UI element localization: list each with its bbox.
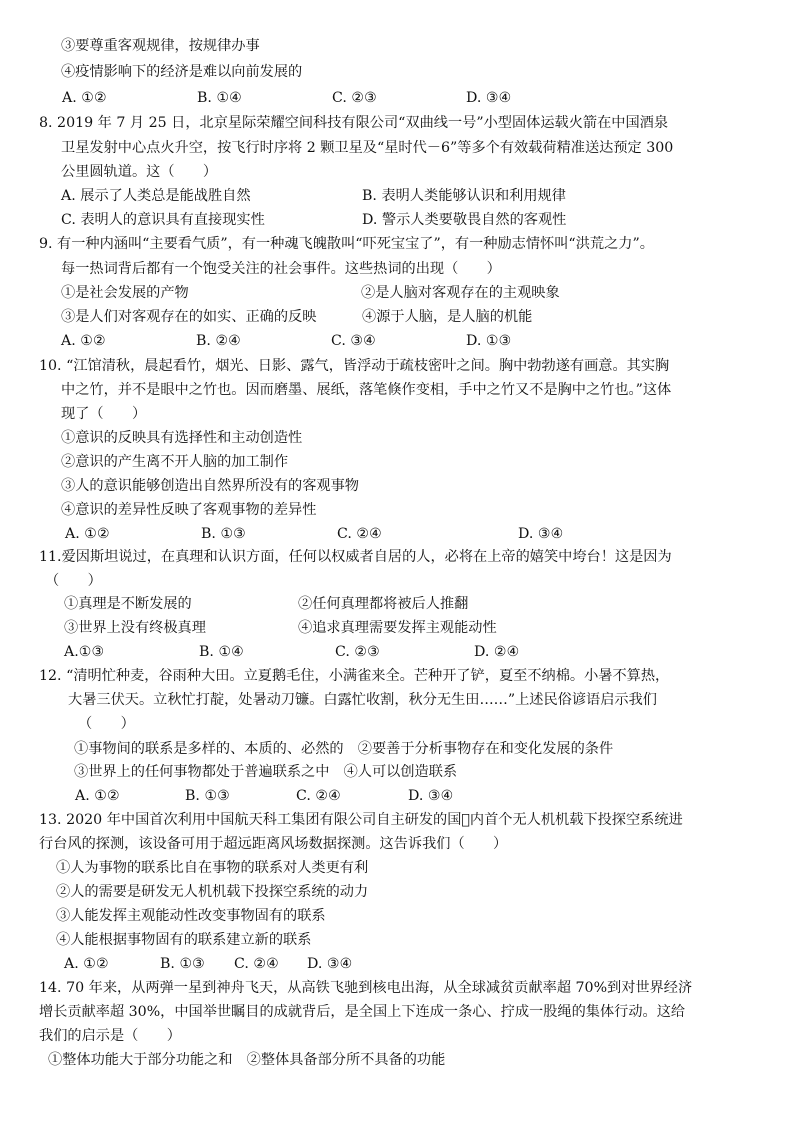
q13-statement-2: ②人的需要是研发无人机机载下投探空系统的动力 — [56, 884, 369, 900]
q13-statement-4: ④人能根据事物固有的联系建立新的联系 — [56, 932, 312, 948]
q7-option-c[interactable]: C. ②③ — [332, 90, 377, 106]
q7-option-a[interactable]: A. ①② — [62, 90, 107, 106]
q12-statements-3-4: ③世界上的任何事物都处于普遍联系之中 ④人可以创造联系 — [74, 764, 458, 780]
q13-option-b[interactable]: B. ①③ — [160, 956, 205, 972]
q12-option-a[interactable]: A. ①② — [75, 788, 120, 804]
q8-option-d[interactable]: D. 警示人类要敬畏自然的客观性 — [362, 212, 567, 228]
q10-option-b[interactable]: B. ①③ — [201, 526, 246, 542]
q9-option-a[interactable]: A. ①② — [61, 333, 106, 349]
q11-option-c[interactable]: C. ②③ — [335, 644, 380, 660]
q9-statement-1: ①是社会发展的产物 — [61, 285, 189, 301]
q14-statements-1-2: ①整体功能大于部分功能之和 ②整体具备部分所不具备的功能 — [48, 1052, 446, 1068]
q13-option-a[interactable]: A. ①② — [64, 956, 109, 972]
q13-statement-3: ③人能发挥主观能动性改变事物固有的联系 — [56, 908, 326, 924]
q12-statements-1-2: ①事物间的联系是多样的、本质的、必然的 ②要善于分析事物存在和变化发展的条件 — [74, 741, 614, 757]
q7-option-b[interactable]: B. ①④ — [197, 90, 242, 106]
q10-option-a[interactable]: A. ①② — [65, 526, 110, 542]
q8-stem-line-2: 卫星发射中心点火升空，按飞行时序将 2 颗卫星及“星时代－6”等多个有效载荷精准送达预定 300 — [61, 140, 674, 156]
q13-stem-line-1: 13. 2020 年中国首次利用中国航天科工集团有限公司自主研发的国 内首个无人机机载下投探空系统进 — [39, 812, 683, 828]
q9-option-c[interactable]: C. ③④ — [331, 333, 376, 349]
q8-option-b[interactable]: B. 表明人类能够认识和利用规律 — [362, 188, 566, 204]
q11-statement-2: ②任何真理都将被后人推翻 — [298, 596, 469, 612]
q12-stem-line-3: （ ） — [78, 716, 135, 732]
q12-option-c[interactable]: C. ②④ — [296, 788, 341, 804]
q14-stem-line-3: 我们的启示是（ ） — [39, 1028, 181, 1044]
q10-stem-line-3: 现了（ ） — [61, 406, 147, 422]
q9-option-b[interactable]: B. ②④ — [196, 333, 241, 349]
q7-option-d[interactable]: D. ③④ — [466, 90, 512, 106]
q8-stem-line-1: 8. 2019 年 7 月 25 日，北京星际荣耀空间科技有限公司“双曲线一号”小型固体运载火箭在中国酒泉 — [39, 115, 669, 131]
q11-statement-1: ①真理是不断发展的 — [64, 596, 192, 612]
q12-options — [0, 786, 794, 806]
q8-stem-line-3: 公里圆轨道。这（ ） — [61, 164, 218, 180]
q10-option-d[interactable]: D. ③④ — [518, 526, 564, 542]
q13-stem-line-2: 行台风的探测，该设备可用于超远距离风场数据探测。这告诉我们（ ） — [39, 836, 508, 852]
q11-option-b[interactable]: B. ①④ — [199, 644, 244, 660]
q7-statement-3: ③要尊重客观规律，按规律办事 — [61, 38, 260, 54]
q10-options — [0, 524, 794, 544]
q9-stem-line-2: 每一热词背后都有一个饱受关注的社会事件。这些热词的出现（ ） — [61, 261, 501, 277]
q11-statement-4: ④追求真理需要发挥主观能动性 — [298, 620, 497, 636]
q10-option-c[interactable]: C. ②④ — [337, 526, 382, 542]
q11-statement-3: ③世界上没有终极真理 — [64, 620, 206, 636]
q10-statement-3: ③人的意识能够创造出自然界所没有的客观事物 — [61, 478, 359, 494]
q9-statement-3: ③是人们对客观存在的如实、正确的反映 — [61, 309, 317, 325]
q10-statement-1: ①意识的反映具有选择性和主动创造性 — [61, 430, 303, 446]
q14-stem-line-1: 14. 70 年来，从两弹一星到神舟飞天，从高铁飞驰到核电出海，从全球减贫贡献率超 70%到对世界经济 — [39, 980, 693, 996]
q11-stem-line-2: （ ） — [45, 573, 102, 589]
q14-stem-line-2: 增长贡献率超 30%，中国举世瞩目的成就背后，是全国上下连成一条心、拧成一股绳的集体行动。这给 — [39, 1004, 686, 1020]
q12-stem-line-2: 大暑三伏天。立秋忙打靛，处暑动刀镰。白露忙收割，秋分无生田……”上述民俗谚语启示我们 — [68, 692, 657, 708]
q12-option-d[interactable]: D. ③④ — [408, 788, 454, 804]
q13-option-c[interactable]: C. ②④ — [234, 956, 279, 972]
q9-statement-4: ④源于人脑，是人脑的机能 — [362, 309, 533, 325]
q9-stem-line-1: 9. 有一种内涵叫“主要看气质”，有一种魂飞魄散叫“吓死宝宝了”，有一种励志情怀叫“洪荒之力”。 — [39, 236, 654, 252]
q13-options — [0, 954, 794, 974]
q11-options — [0, 642, 794, 662]
q9-statement-2: ②是人脑对客观存在的主观映象 — [361, 285, 560, 301]
q10-statement-4: ④意识的差异性反映了客观事物的差异性 — [61, 502, 317, 518]
q7-statement-4: ④疫情影响下的经济是难以向前发展的 — [61, 64, 303, 80]
q10-statement-2: ②意识的产生离不开人脑的加工制作 — [61, 454, 289, 470]
q12-stem-line-1: 12. “清明忙种麦，谷雨种大田。立夏鹅毛住，小满雀来全。芒种开了铲，夏至不纳棉。小暑不算热， — [39, 668, 670, 684]
q9-option-d[interactable]: D. ①③ — [466, 333, 512, 349]
q9-options — [0, 331, 794, 351]
q11-option-a[interactable]: A.①③ — [64, 644, 105, 660]
q10-stem-line-1: 10. “江馆清秋，晨起看竹，烟光、日影、露气，皆浮动于疏枝密叶之间。胸中勃勃遂有画意。其实胸 — [39, 358, 670, 374]
q8-option-a[interactable]: A. 展示了人类总是能战胜自然 — [61, 188, 251, 204]
q7-options — [0, 88, 794, 108]
q11-stem-line-1: 11.爱因斯坦说过，在真理和认识方面，任何以权威者自居的人，必将在上帝的嬉笑中垮台！这是因为 — [39, 549, 672, 565]
q10-stem-line-2: 中之竹，并不是眼中之竹也。因而磨墨、展纸，落笔倏作变相，手中之竹又不是胸中之竹也。”这体 — [61, 382, 672, 398]
q13-statement-1: ①人为事物的联系比自在事物的联系对人类更有利 — [56, 860, 369, 876]
q13-option-d[interactable]: D. ③④ — [307, 956, 353, 972]
q11-option-d[interactable]: D. ②④ — [474, 644, 520, 660]
q12-option-b[interactable]: B. ①③ — [185, 788, 230, 804]
q8-option-c[interactable]: C. 表明人的意识具有直接现实性 — [61, 212, 265, 228]
